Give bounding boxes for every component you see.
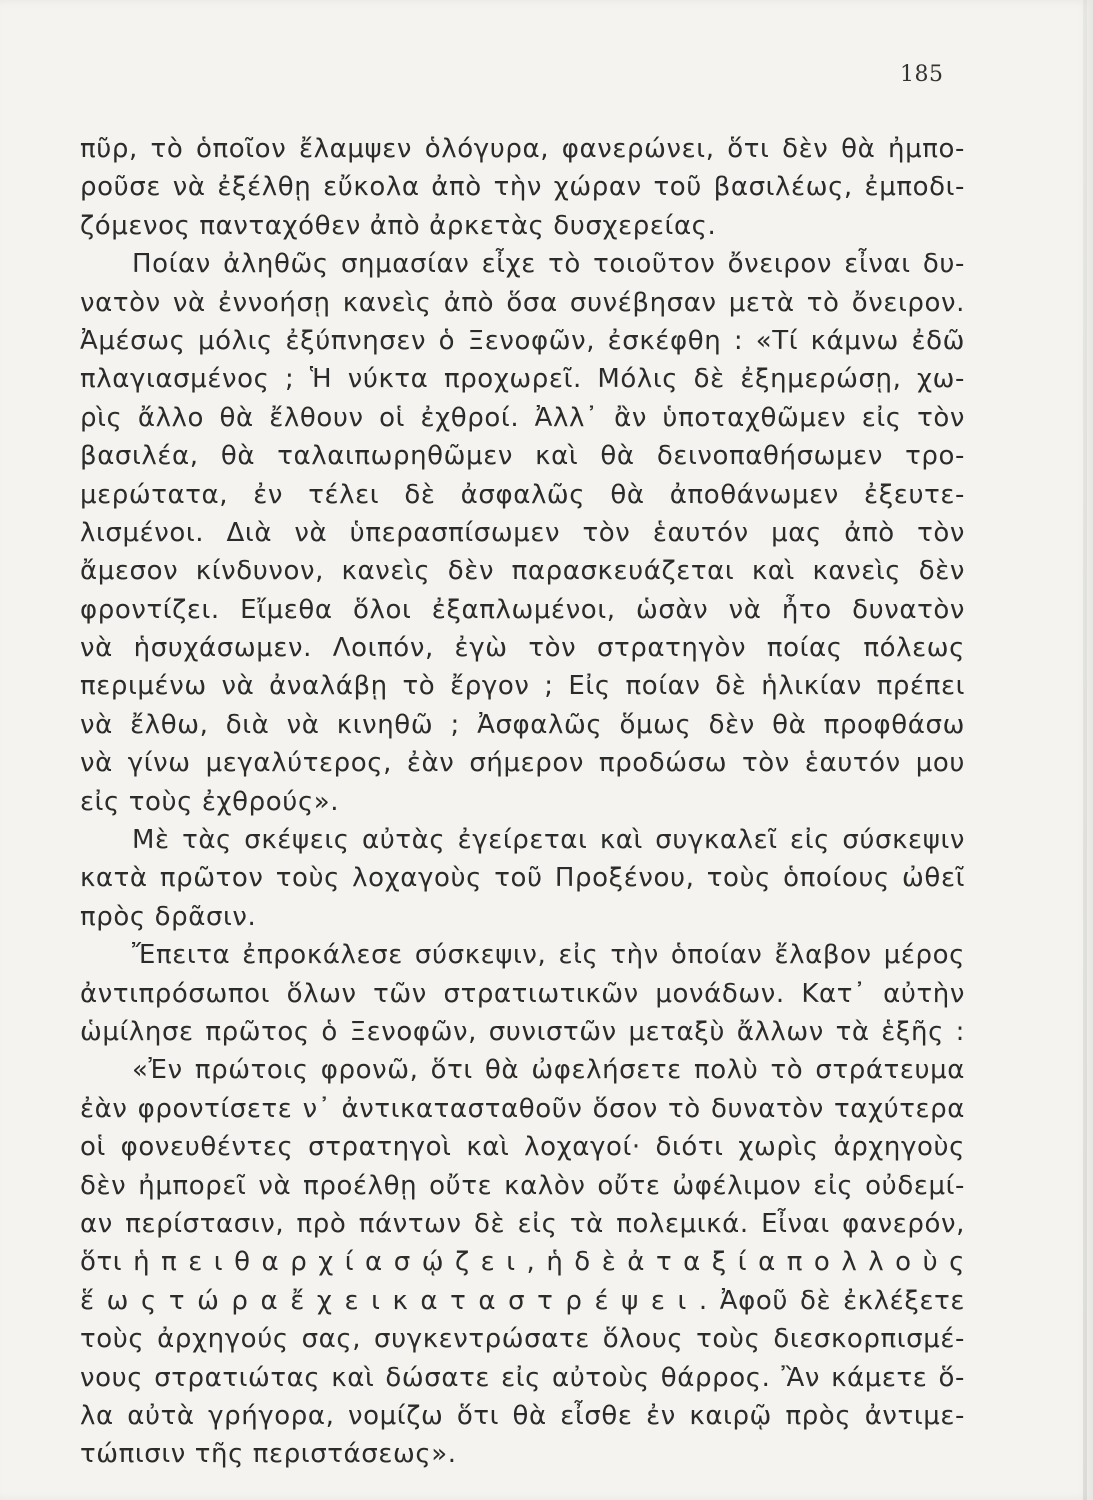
text-line: εἰς τοὺς ἐχθρούς». bbox=[80, 786, 340, 817]
text-line: βασιλέα, θὰ ταλαιπωρηθῶμεν καὶ θὰ δεινοπαθήσωμεν τρο- bbox=[80, 441, 965, 472]
text-line: νὰ γίνω μεγαλύτερος, ἐὰν σήμερον προδώσω τὸν ἑαυτόν μου bbox=[80, 748, 965, 779]
paragraph-5 bbox=[80, 1051, 965, 1473]
text-line: ζόμενος πανταχόθεν ἀπὸ ἀρκετὰς δυσχερείας. bbox=[80, 210, 717, 241]
text-line: μερώτατα, ἐν τέλει δὲ ἀσφαλῶς θὰ ἀποθάνωμεν ἐξευτε- bbox=[80, 479, 965, 510]
text-line: ἄμεσον κίνδυνον, κανεὶς δὲν παρασκευάζεται καὶ κανεὶς δὲν bbox=[80, 556, 965, 587]
text-line: λα αὐτὰ γρήγορα, νομίζω ὅτι θὰ εἶσθε ἐν καιρῷ πρὸς ἀντιμε- bbox=[80, 1400, 965, 1431]
text-line: λισμένοι. Διὰ νὰ ὑπερασπίσωμεν τὸν ἑαυτόν μας ἀπὸ τὸν bbox=[80, 517, 965, 548]
text-line: ὅτι ἡ π ε ι θ α ρ χ ί α σ ῴ ζ ε ι , ἡ δ ὲ ἀ τ α ξ ί α π ο λ λ ο ὺ ς bbox=[80, 1247, 965, 1278]
text-line: ροῦσε νὰ ἐξέλθῃ εὔκολα ἀπὸ τὴν χώραν τοῦ βασιλέως, ἐμποδι- bbox=[80, 172, 965, 203]
text-line: νὰ ἡσυχάσωμεν. Λοιπόν, ἐγὼ τὸν στρατηγὸν ποίας πόλεως bbox=[80, 633, 965, 664]
text-line: ἐὰν φροντίσετε ν᾽ ἀντικατασταθοῦν ὅσον τὸ δυνατὸν ταχύτερα bbox=[80, 1093, 965, 1124]
paragraph-2 bbox=[80, 245, 965, 821]
text-line: πρὸς δρᾶσιν. bbox=[80, 901, 257, 932]
text-line: «Ἐν πρώτοις φρονῶ, ὅτι θὰ ὠφελήσετε πολὺ τὸ στράτευμα bbox=[132, 1055, 965, 1086]
text-line: οἱ φονευθέντες στρατηγοὶ καὶ λοχαγοί· διότι χωρὶς ἀρχηγοὺς bbox=[80, 1132, 965, 1163]
text-line: Ἔπειτα ἐπροκάλεσε σύσκεψιν, εἰς τὴν ὁποίαν ἔλαβον μέρος bbox=[132, 940, 965, 971]
text-line: νους στρατιώτας καὶ δώσατε εἰς αὐτοὺς θάρρος. Ἂν κάμετε ὅ- bbox=[80, 1362, 965, 1393]
text-line: νατὸν νὰ ἐννοήσῃ κανεὶς ἀπὸ ὅσα συνέβησαν μετὰ τὸ ὄνειρον. bbox=[80, 287, 965, 318]
page-edge-shadow bbox=[1083, 0, 1087, 1500]
text-line: ἀντιπρόσωποι ὅλων τῶν στρατιωτικῶν μονάδων. Κατ᾽ αὐτὴν bbox=[80, 978, 965, 1009]
text-line: Ἀμέσως μόλις ἐξύπνησεν ὁ Ξενοφῶν, ἐσκέφθη : «Τί κάμνω ἐδῶ bbox=[80, 325, 965, 356]
text-line: περιμένω νὰ ἀναλάβῃ τὸ ἔργον ; Εἰς ποίαν δὲ ἡλικίαν πρέπει bbox=[80, 671, 965, 702]
text-line: πλαγιασμένος ; Ἡ νύκτα προχωρεῖ. Μόλις δὲ ἐξημερώσῃ, χω- bbox=[80, 364, 965, 395]
text-line: Ποίαν ἀληθῶς σημασίαν εἶχε τὸ τοιοῦτον ὄνειρον εἶναι δυ- bbox=[132, 249, 965, 280]
text-line: τοὺς ἀρχηγούς σας, συγκεντρώσατε ὅλους τοὺς διεσκορπισμέ- bbox=[80, 1324, 965, 1355]
text-line: πῦρ, τὸ ὁποῖον ἔλαμψεν ὁλόγυρα, φανερώνει, ὅτι δὲν θὰ ἠμπο- bbox=[80, 134, 965, 164]
text-line: τώπισιν τῆς περιστάσεως». bbox=[80, 1439, 457, 1470]
text-line: ρὶς ἄλλο θὰ ἔλθουν οἱ ἐχθροί. Ἀλλ᾽ ἂν ὑποταχθῶμεν εἰς τὸν bbox=[80, 402, 965, 433]
text-line: νὰ ἔλθω, διὰ νὰ κινηθῶ ; Ἀσφαλῶς ὅμως δὲν θὰ προφθάσω bbox=[80, 709, 965, 740]
text-line: κατὰ πρῶτον τοὺς λοχαγοὺς τοῦ Προξένου, τοὺς ὁποίους ὠθεῖ bbox=[80, 863, 965, 894]
text-line: ἕ ω ς τ ώ ρ α ἔ χ ε ι κ α τ α σ τ ρ έ ψ ε ι . Ἀφοῦ δὲ ἐκλέξετε bbox=[80, 1285, 965, 1316]
text-line: φροντίζει. Εἴμεθα ὅλοι ἐξαπλωμένοι, ὡσὰν νὰ ἦτο δυνατὸν bbox=[80, 594, 965, 625]
text-line: δὲν ἠμπορεῖ νὰ προέλθῃ οὔτε καλὸν οὔτε ὠφέλιμον εἰς οὐδεμί- bbox=[80, 1170, 965, 1201]
page-number: 185 bbox=[900, 62, 944, 87]
paragraph-4 bbox=[80, 936, 965, 1051]
text-line: ὡμίλησε πρῶτος ὁ Ξενοφῶν, συνιστῶν μεταξὺ ἄλλων τὰ ἑξῆς : bbox=[80, 1016, 965, 1047]
paragraph-3 bbox=[80, 821, 965, 936]
text-line: αν περίστασιν, πρὸ πάντων δὲ εἰς τὰ πολεμικά. Εἶναι φανερόν, bbox=[80, 1208, 965, 1239]
paragraph-1 bbox=[80, 130, 965, 245]
text-body bbox=[80, 130, 965, 1474]
text-line: Μὲ τὰς σκέψεις αὐτὰς ἐγείρεται καὶ συγκαλεῖ εἰς σύσκεψιν bbox=[132, 825, 965, 856]
